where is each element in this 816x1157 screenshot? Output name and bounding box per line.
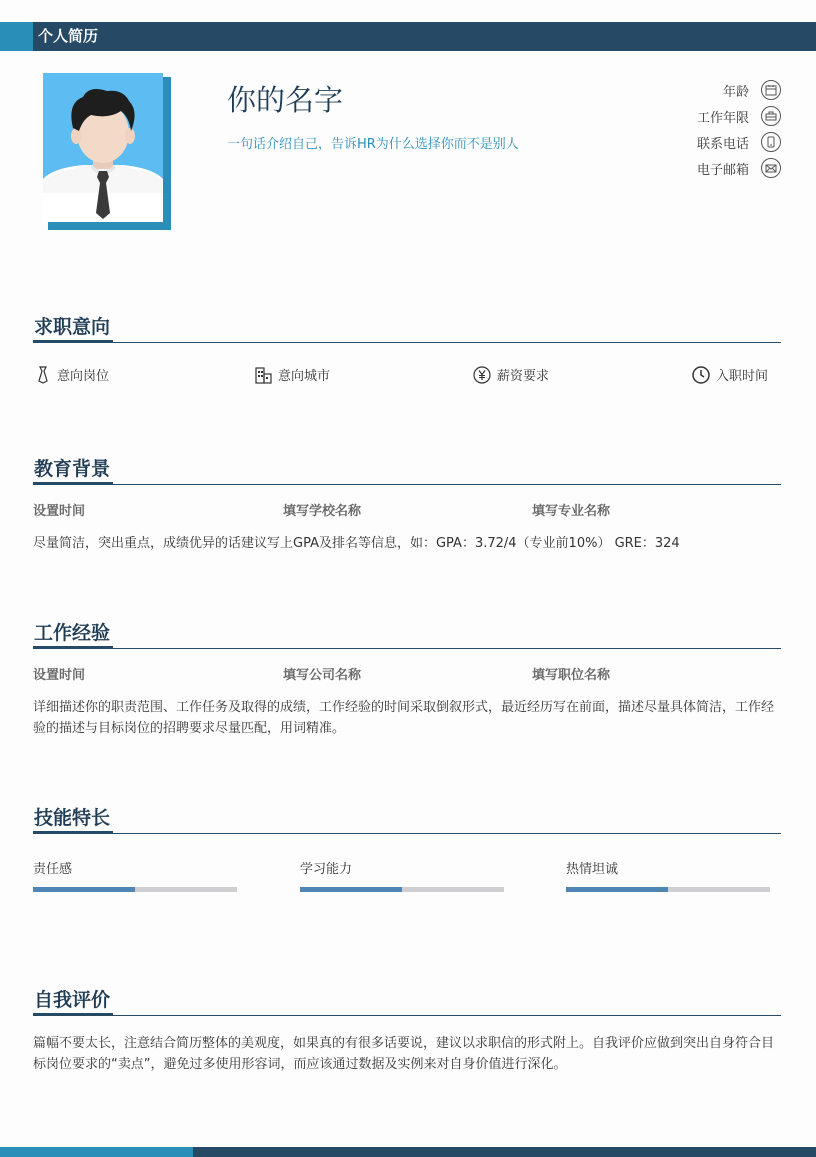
section-divider: [33, 648, 781, 649]
footer-bar: [0, 1147, 816, 1157]
personal-info: [697, 77, 781, 181]
candidate-name: 你的名字: [227, 83, 344, 117]
work-time: 设置时间: [33, 668, 86, 683]
intent-start-date: [692, 365, 768, 384]
skill-bar-fill: [33, 887, 135, 892]
info-work-years: [697, 103, 781, 129]
education-school: 填写学校名称: [283, 504, 362, 519]
work-company: 填写公司名称: [283, 668, 362, 683]
briefcase-icon: [761, 106, 781, 126]
phone-icon: [761, 132, 781, 152]
intent-label: 薪资要求: [497, 369, 550, 384]
skill-bar-fill: [566, 887, 668, 892]
intent-salary: [473, 365, 549, 384]
skill-label: 责任感: [33, 862, 73, 877]
clock-icon: [692, 366, 710, 384]
section-title-intent: 求职意向: [34, 316, 111, 338]
section-divider: [33, 484, 781, 485]
intent-label: 入职时间: [716, 369, 769, 384]
header-accent: [0, 22, 33, 51]
resume-title: 个人简历: [38, 27, 99, 45]
skill-bar: [566, 887, 770, 892]
intent-city: [255, 365, 330, 384]
skill-label: 热情坦诚: [566, 862, 619, 877]
section-title-self-evaluation: 自我评价: [34, 989, 111, 1011]
self-evaluation-description: 篇幅不要太长，注意结合简历整体的美观度，如果真的有很多话要说，建议以求职信的形式附上。自我评价应做到突出自身符合目标岗位要求的“卖点”，避免过多使用形容词，而应该通过数据及实例来对自身价值进行深化。: [33, 1036, 775, 1072]
intent-label: 意向岗位: [57, 369, 110, 384]
calendar-icon: [761, 80, 781, 100]
mail-icon: [761, 158, 781, 178]
section-title-education: 教育背景: [34, 458, 111, 480]
info-email: [697, 155, 781, 181]
section-divider: [33, 342, 781, 343]
yen-icon: [473, 366, 491, 384]
candidate-tagline: 一句话介绍自己，告诉HR为什么选择你而不是别人: [227, 137, 519, 152]
section-title-skills: 技能特长: [34, 807, 111, 829]
tie-icon: [35, 366, 51, 384]
intent-position: [35, 365, 109, 384]
work-position: 填写职位名称: [532, 668, 611, 683]
info-label: 电子邮箱: [696, 162, 749, 178]
section-divider: [33, 1015, 781, 1016]
skill-label: 学习能力: [300, 862, 353, 877]
skill-bar-fill: [300, 887, 402, 892]
education-major: 填写专业名称: [532, 504, 611, 519]
skill-bar: [33, 887, 237, 892]
footer-accent: [0, 1147, 193, 1157]
info-label: 联系电话: [696, 136, 749, 152]
building-icon: [255, 366, 272, 384]
avatar: [43, 73, 163, 222]
info-label: 年龄: [722, 84, 749, 100]
section-divider: [33, 833, 781, 834]
header-bar: [0, 22, 816, 51]
education-time: 设置时间: [33, 504, 86, 519]
info-age: [697, 77, 781, 103]
education-description: 尽量简洁，突出重点，成绩优异的话建议写上GPA及排名等信息，如：GPA：3.72/4（专业前10%） GRE：324: [33, 536, 680, 551]
intent-label: 意向城市: [278, 369, 331, 384]
work-description: 详细描述你的职责范围、工作任务及取得的成绩，工作经验的时间采取倒叙形式，最近经历写在前面，描述尽量具体简洁，工作经验的描述与目标岗位的招聘要求尽量匹配，用词精准。: [33, 700, 775, 736]
skill-bar: [300, 887, 504, 892]
info-phone: [697, 129, 781, 155]
section-title-work: 工作经验: [34, 622, 111, 644]
info-label: 工作年限: [696, 110, 749, 126]
